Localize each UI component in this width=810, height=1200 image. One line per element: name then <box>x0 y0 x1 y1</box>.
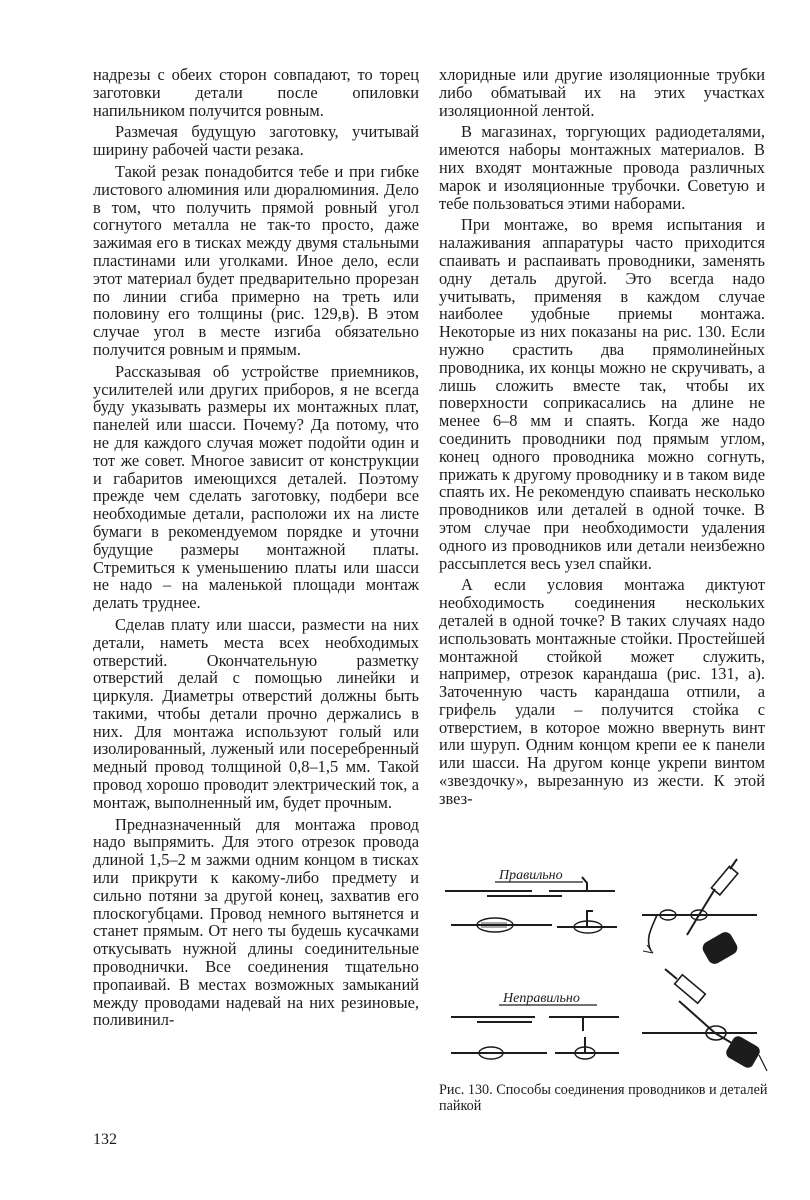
right-column <box>439 66 765 808</box>
paragraph: В магазинах, торгующих радиодеталями, имеются наборы монтажных материалов. В них входят монтажные провода различных марок и изоляционные трубочки. Советую и тебе пользоваться этими наборами. <box>439 122 765 213</box>
page-number: 132 <box>93 1131 117 1148</box>
soldering-diagram <box>437 855 773 1083</box>
left-column <box>93 66 419 1029</box>
paragraph: Предназначенный для монтажа провод надо выпрямить. Для этого отрезок провода длиной 1,5–2 м зажми одним концом в тисках или прикрути к какому-либо предмету и сильно потяни за другой конец, захватив его плоскогубцами. Провод немного вытянется и станет прямым. От него ты будешь кусачками откусывать нужной длины соединительные проводнички. Все соединения тщательно пропаивай. В местах возможных замыканий между проводами надевай на них резиновые, поливинил- <box>93 814 419 1030</box>
paragraph: хлоридные или другие изоляционные трубки либо обматывай их на этих участках изоляционной лентой. <box>439 65 765 120</box>
paragraph: Сделав плату или шасси, размести на них детали, наметь места всех необходимых отверстий. Окончательную разметку отверстий делай с помощью линейки и циркуля. Диаметры отверстий должны быть такими, чтобы детали прочно держались в них. Для монтажа используют голый или изолированный, луженый или посеребренный медный провод толщиной 0,8–1,5 мм. Такой провод хорошо проводит электрический ток, а монтаж, выполненный им, будет прочным. <box>93 614 419 812</box>
label-correct: Правильно <box>499 868 563 883</box>
paragraph: Такой резак понадобится тебе и при гибке листового алюминия или дюралюминия. Дело в том, что получить прямой ровный угол согнутого металла не так-то просто, даже зажимая его в тисках между двумя стальными пластинами или уголками. Иное дело, если этот материал будет предварительно прорезан по линии сгиба примерно на треть или половину его толщины (рис. 129,в). В этом случае угол в месте изгиба обязательно получится ровным и прямым. <box>93 161 419 359</box>
figure-caption: Рис. 130. Способы соединения проводников и деталей пайкой <box>439 1082 768 1115</box>
label-wrong: Неправильно <box>503 991 580 1006</box>
paragraph: А если условия монтажа диктуют необходимость соединения нескольких деталей в одной точке? В таких случаях надо использовать монтажные стойки. Простейшей монтажной стойкой может служить, например, отрезок карандаша (рис. 131, а). Заточенную часть карандаша отпили, а грифель удали – получится стойка с отверстием, в которое можно ввернуть винт или шуруп. Одним концом крепи ее к панели или шасси. На другом конце укрепи винтом «звездочку», вырезанную из жести. К этой звез- <box>439 575 765 808</box>
paragraph: Размечая будущую заготовку, учитывай ширину рабочей части резака. <box>93 122 419 160</box>
figure-130 <box>437 855 773 1083</box>
paragraph: Рассказывая об устройстве приемников, усилителей или других приборов, я не всегда буду указывать размеры их монтажных плат, панелей или шасси. Почему? Да потому, что не для каждого случая может подойти один и тот же совет. Многое зависит от конструкции и габаритов имеющихся деталей. Поэтому прежде чем сделать заготовку, подбери все необходимые детали, расположи их на листе бумаги в рекомендуемом порядке и уточни будущие размеры монтажной платы. Стремиться к уменьшению платы или шасси не надо – на маленькой площади монтаж делать труднее. <box>93 361 419 613</box>
paragraph: При монтаже, во время испытания и налаживания аппаратуры часто приходится спаивать и распаивать проводники, заменять одну деталь другой. Это всегда надо учитывать, применяя в каждом случае наиболее удобные приемы монтажа. Некоторые из них показаны на рис. 130. Если нужно срастить два прямолинейных проводника, их концы можно не скручивать, а лишь сложить вместе так, чтобы их поверхности соприкасались на длине не менее 6–8 мм и спаять. Когда же надо соединить проводники под прямым углом, конец одного проводника можно согнуть, прижать к другому проводнику и в таком виде спаять их. Не рекомендую спаивать несколько проводников или деталей в одной точке. В этом случае при необходимости удаления одного из проводников или детали неизбежно рассыплется весь узел спайки. <box>439 215 765 573</box>
paragraph: надрезы с обеих сторон совпадают, то торец заготовки детали после опиловки напильником получится ровным. <box>93 65 419 120</box>
